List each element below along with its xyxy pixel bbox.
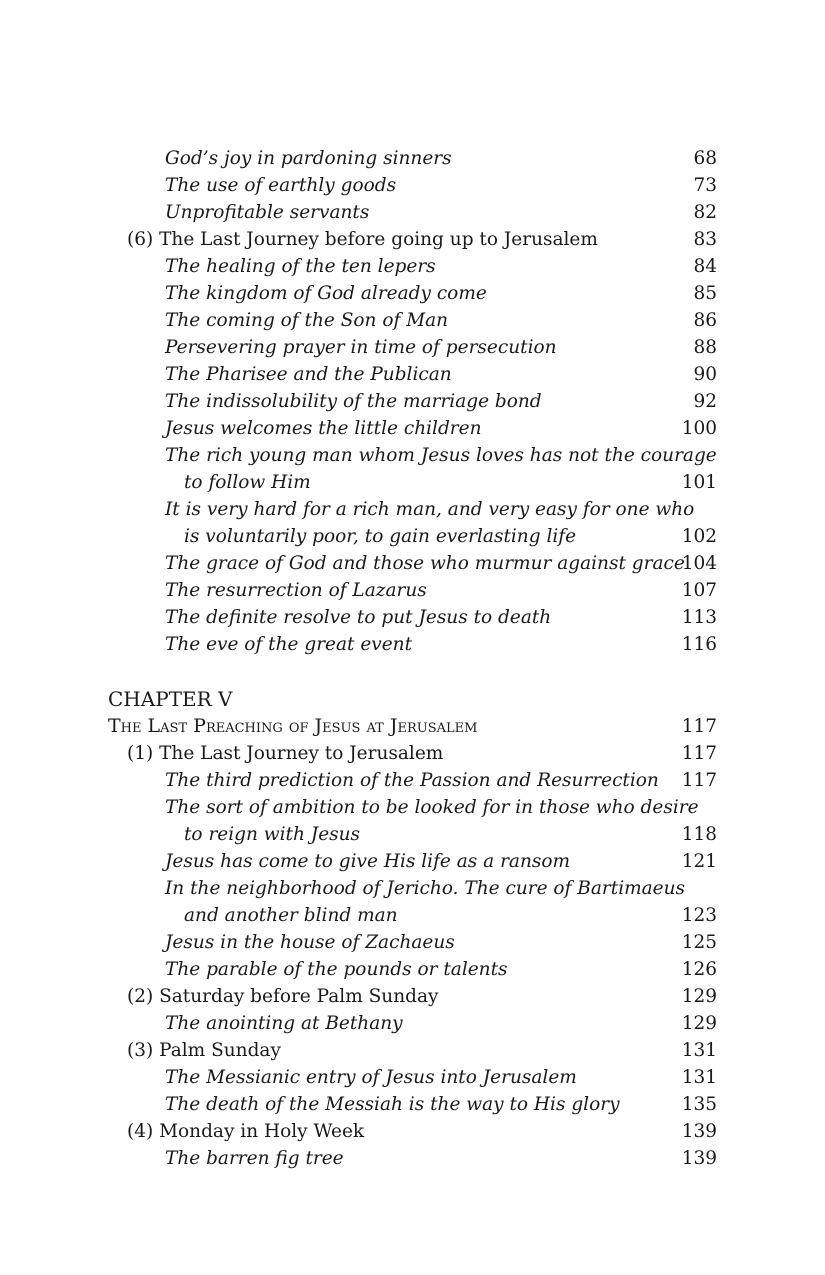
- toc-entry[interactable]: [0, 361, 825, 388]
- toc-entry-label: The eve of the great event: [165, 634, 413, 655]
- toc-entry[interactable]: [0, 415, 825, 442]
- toc-entry[interactable]: [0, 929, 825, 956]
- toc-entry-label: The grace of God and those who murmur against grace: [165, 553, 685, 574]
- toc-entry-label: Jesus in the house of Zachaeus: [165, 932, 455, 953]
- toc-entry-label: Unprofitable servants: [165, 202, 370, 223]
- toc-entry-label: The Pharisee and the Publican: [165, 364, 452, 385]
- toc-entry-label: to follow Him: [184, 472, 311, 493]
- toc-entry[interactable]: [0, 280, 825, 307]
- toc-entry-page: 107: [681, 580, 717, 601]
- toc-entry-page: 116: [681, 634, 717, 655]
- toc-entry-label: The resurrection of Lazarus: [165, 580, 427, 601]
- toc-entry[interactable]: [0, 469, 825, 496]
- toc-entry-page: 102: [681, 526, 717, 547]
- toc-entry-label: The anointing at Bethany: [165, 1013, 403, 1034]
- toc-entry[interactable]: [0, 821, 825, 848]
- toc-entry-label: (1) The Last Journey to Jerusalem: [127, 743, 444, 764]
- toc-entry-label: In the neighborhood of Jericho. The cure of Bartimaeus: [165, 878, 686, 899]
- toc-entry[interactable]: [0, 631, 825, 658]
- toc-entry-label: (3) Palm Sunday: [127, 1040, 281, 1061]
- toc-entry[interactable]: [0, 1091, 825, 1118]
- toc-entry-page: 82: [693, 202, 717, 223]
- toc-entry-label: Jesus welcomes the little children: [165, 418, 482, 439]
- toc-entry[interactable]: [0, 496, 825, 523]
- toc-entry-label: The third prediction of the Passion and Resurrection: [165, 770, 659, 791]
- toc-entry-label: The use of earthly goods: [165, 175, 397, 196]
- toc-entry-label: The coming of the Son of Man: [165, 310, 449, 331]
- toc-entry-page: 123: [681, 905, 717, 926]
- toc-entry-label: Jesus has come to give His life as a ransom: [165, 851, 571, 872]
- toc-entry-label: (4) Monday in Holy Week: [127, 1121, 365, 1142]
- toc-entry[interactable]: [0, 577, 825, 604]
- toc-entry-page: 73: [693, 175, 717, 196]
- toc-entry[interactable]: [0, 767, 825, 794]
- toc-entry[interactable]: [0, 334, 825, 361]
- toc-entry-page: 126: [681, 959, 717, 980]
- toc-entry-page: 118: [681, 824, 717, 845]
- chapter-title-page: 117: [681, 716, 717, 737]
- toc-list-top: [0, 145, 825, 658]
- toc-entry-label: The sort of ambition to be looked for in those who desire: [165, 797, 699, 818]
- toc-entry-label: is voluntarily poor, to gain everlasting life: [184, 526, 577, 547]
- toc-entry-page: 125: [681, 932, 717, 953]
- toc-entry-page: 92: [693, 391, 717, 412]
- toc-entry[interactable]: [0, 1064, 825, 1091]
- toc-entry-label: The healing of the ten lepers: [165, 256, 436, 277]
- toc-entry[interactable]: [0, 442, 825, 469]
- toc-entry[interactable]: [0, 253, 825, 280]
- toc-entry[interactable]: [0, 523, 825, 550]
- toc-entry[interactable]: [0, 172, 825, 199]
- toc-entry-label: and another blind man: [184, 905, 398, 926]
- toc-entry-page: 139: [681, 1121, 717, 1142]
- chapter-title-row[interactable]: [0, 713, 825, 740]
- chapter-heading: CHAPTER V: [108, 687, 233, 711]
- toc-entry-label: It is very hard for a rich man, and very easy for one who: [165, 499, 695, 520]
- toc-entry-page: 139: [681, 1148, 717, 1169]
- toc-entry[interactable]: [0, 1145, 825, 1172]
- toc-entry-page: 83: [693, 229, 717, 250]
- toc-entry-label: The definite resolve to put Jesus to death: [165, 607, 552, 628]
- section-gap: [0, 658, 825, 686]
- toc-entry[interactable]: [0, 794, 825, 821]
- toc-entry[interactable]: [0, 388, 825, 415]
- toc-entry[interactable]: [0, 740, 825, 767]
- toc-entry[interactable]: [0, 307, 825, 334]
- toc-entry-label: God’s joy in pardoning sinners: [165, 148, 452, 169]
- toc-entry-page: 68: [693, 148, 717, 169]
- toc-entry[interactable]: [0, 145, 825, 172]
- toc-entry[interactable]: [0, 1010, 825, 1037]
- toc-entry-page: 129: [681, 986, 717, 1007]
- toc-entry-page: 85: [693, 283, 717, 304]
- toc-entry-label: The parable of the pounds or talents: [165, 959, 508, 980]
- toc-entry-label: The Messianic entry of Jesus into Jerusalem: [165, 1067, 577, 1088]
- toc-entry-page: 113: [681, 607, 717, 628]
- toc-entry-page: 84: [693, 256, 717, 277]
- chapter-heading-row: [0, 686, 825, 713]
- toc-entry-page: 129: [681, 1013, 717, 1034]
- toc-entry-page: 104: [681, 553, 717, 574]
- table-of-contents: [0, 145, 825, 1172]
- toc-entry-page: 121: [681, 851, 717, 872]
- toc-entry-page: 131: [681, 1067, 717, 1088]
- toc-entry[interactable]: [0, 902, 825, 929]
- toc-entry-page: 88: [693, 337, 717, 358]
- toc-entry-label: to reign with Jesus: [184, 824, 361, 845]
- toc-entry-label: (6) The Last Journey before going up to Jerusalem: [127, 229, 598, 250]
- toc-entry[interactable]: [0, 848, 825, 875]
- toc-entry[interactable]: [0, 956, 825, 983]
- toc-entry[interactable]: [0, 604, 825, 631]
- toc-entry-label: The rich young man whom Jesus loves has not the courage: [165, 445, 717, 466]
- toc-entry-label: The barren fig tree: [165, 1148, 344, 1169]
- chapter-title: The Last Preaching of Jesus at Jerusalem: [108, 715, 478, 737]
- toc-entry-page: 135: [681, 1094, 717, 1115]
- toc-entry[interactable]: [0, 226, 825, 253]
- toc-entry-page: 117: [681, 770, 717, 791]
- toc-entry-page: 90: [693, 364, 717, 385]
- toc-entry-label: The death of the Messiah is the way to His glory: [165, 1094, 620, 1115]
- toc-entry-label: (2) Saturday before Palm Sunday: [127, 986, 439, 1007]
- toc-entry[interactable]: [0, 1118, 825, 1145]
- toc-entry[interactable]: [0, 983, 825, 1010]
- toc-entry-page: 86: [693, 310, 717, 331]
- toc-entry-page: 117: [681, 743, 717, 764]
- toc-entry[interactable]: [0, 550, 825, 577]
- toc-entry-page: 101: [681, 472, 717, 493]
- toc-list-bottom: [0, 740, 825, 1172]
- toc-entry-label: Persevering prayer in time of persecution: [165, 337, 557, 358]
- toc-entry-page: 131: [681, 1040, 717, 1061]
- toc-entry[interactable]: [0, 199, 825, 226]
- toc-entry[interactable]: [0, 1037, 825, 1064]
- toc-entry-label: The indissolubility of the marriage bond: [165, 391, 542, 412]
- toc-entry-page: 100: [681, 418, 717, 439]
- toc-entry[interactable]: [0, 875, 825, 902]
- toc-entry-label: The kingdom of God already come: [165, 283, 487, 304]
